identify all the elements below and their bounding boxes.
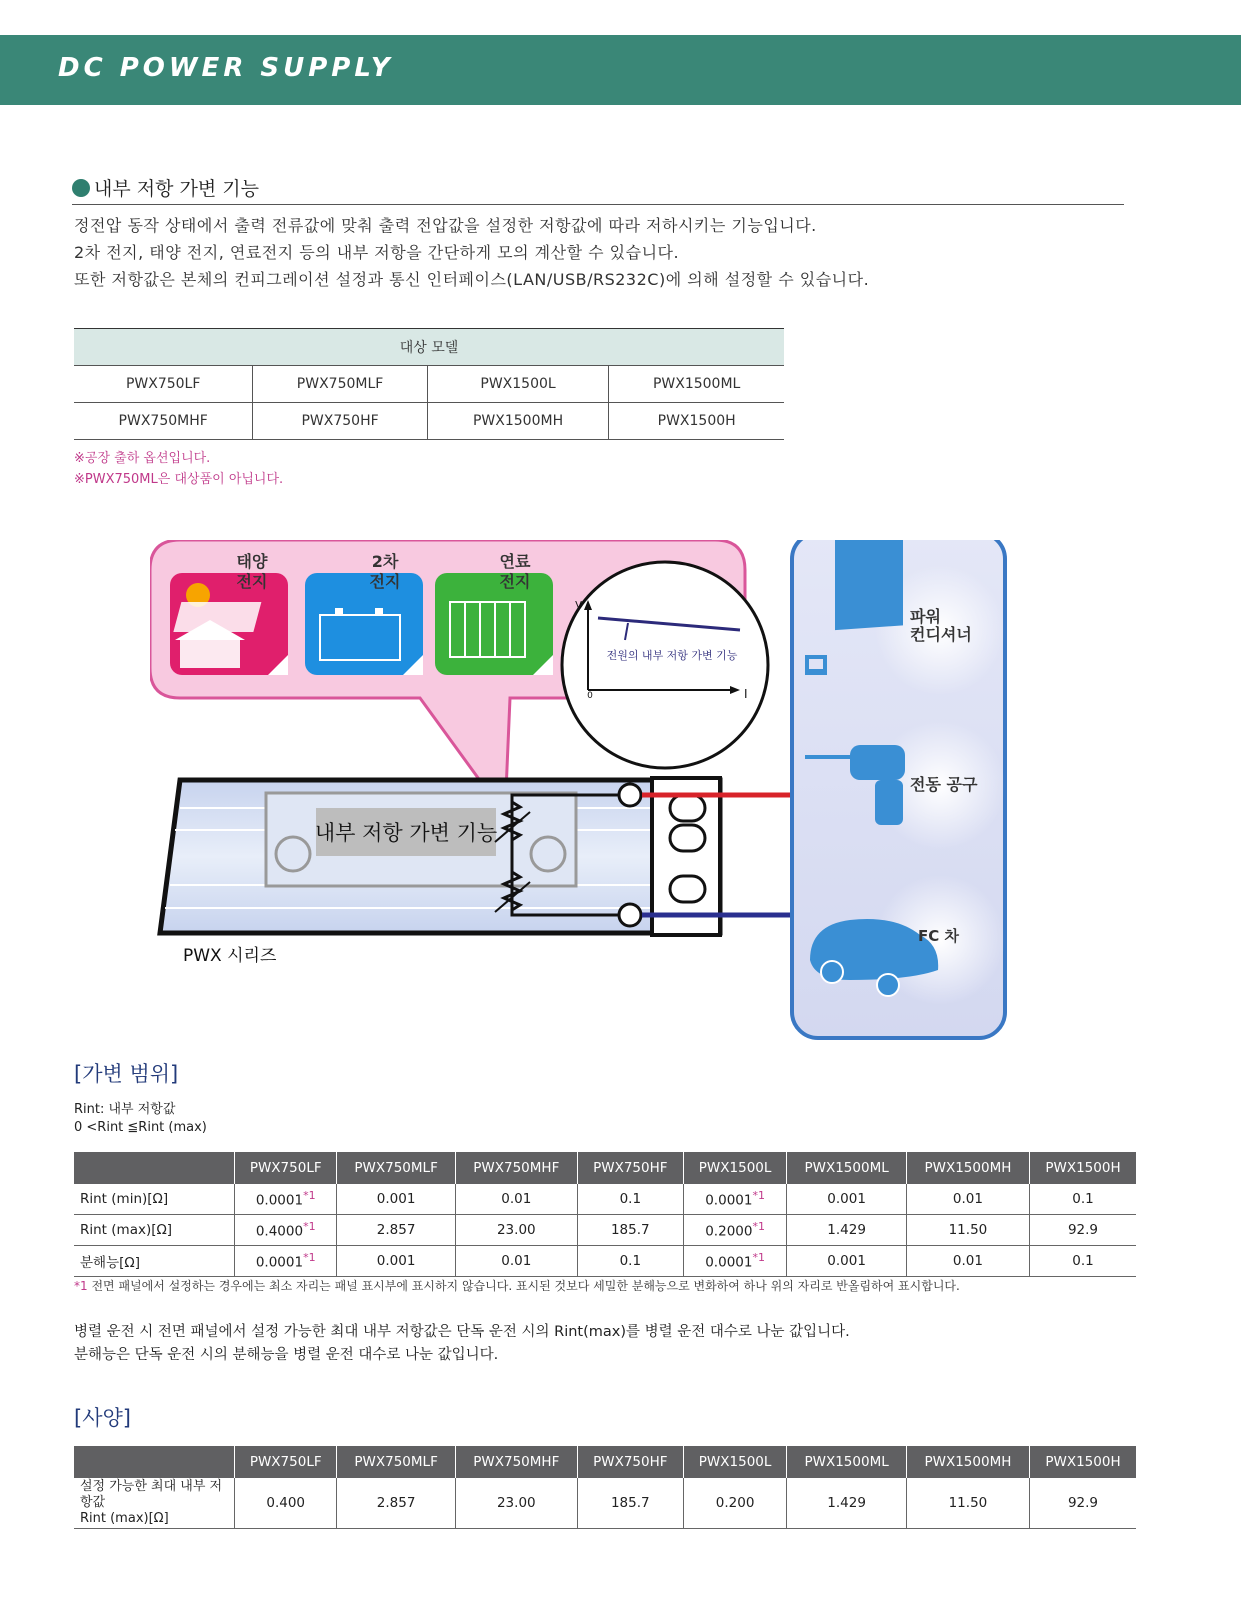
spec-table: [74, 1446, 1136, 1529]
rint-definition: [74, 1101, 207, 1137]
column-header: PWX1500L: [683, 1152, 787, 1184]
corner-cell: [74, 1446, 235, 1478]
value-cell: 0.001: [337, 1246, 455, 1277]
value-cell: 0.0001$^{*1}$: [235, 1246, 337, 1277]
value-cell: 11.50: [906, 1215, 1029, 1246]
table-row: [74, 1478, 1136, 1529]
series-label: PWX 시리즈: [183, 946, 277, 966]
row-label: Rint (max)[Ω]: [74, 1215, 235, 1246]
table-row: [74, 366, 784, 403]
table-row: [74, 1184, 1136, 1215]
column-header: PWX1500H: [1029, 1446, 1136, 1478]
graph-caption: 전원의 내부 저항 가변 기능: [606, 649, 738, 662]
value-cell: 2.857: [337, 1215, 455, 1246]
value-cell: 23.00: [455, 1478, 577, 1529]
rint-def-line: 0 <Rint ≦Rint (max): [74, 1120, 207, 1135]
footnote-text: 전면 패널에서 설정하는 경우에는 최소 자리는 패널 표시부에 표시하지 않습니다. 표시된 것보다 세밀한 분해능으로 변화하여 하나 위의 자리로 반올림하여 표시합니다.: [87, 1279, 960, 1293]
value-cell: 0.0001$^{*1}$: [235, 1184, 337, 1215]
column-header: PWX1500H: [1029, 1152, 1136, 1184]
notes: [74, 448, 283, 490]
target-model-table: [74, 328, 784, 440]
intro-line: 또한 저항값은 본체의 컨피그레이션 설정과 통신 인터페이스(LAN/USB/RS232C)에 의해 설정할 수 있습니다.: [74, 270, 870, 289]
value-cell: 0.0001$^{*1}$: [683, 1184, 787, 1215]
value-cell: 1.429: [787, 1215, 907, 1246]
battery-label: 2차: [371, 552, 399, 571]
footnote: [74, 1277, 960, 1294]
column-header: PWX750MLF: [337, 1446, 455, 1478]
battery-label: 태양: [236, 552, 268, 571]
column-header: PWX750MHF: [455, 1446, 577, 1478]
column-header: PWX1500MH: [906, 1446, 1029, 1478]
device-label: 전동 공구: [910, 775, 978, 794]
model-cell: PWX1500MH: [427, 403, 608, 440]
para-line: 분해능은 단독 운전 시의 분해능을 병렬 운전 대수로 나눈 값입니다.: [74, 1347, 499, 1363]
footnote-mark: *1: [74, 1279, 88, 1293]
bullet-icon: [72, 179, 90, 197]
value-cell: 0.4000$^{*1}$: [235, 1215, 337, 1246]
footnote-mark: *1: [303, 1189, 316, 1203]
footnote-mark: *1: [752, 1251, 765, 1265]
intro-text: [74, 212, 869, 293]
device-label: FC 차: [918, 927, 959, 945]
rint-def-line: Rint: 내부 저항값: [74, 1102, 176, 1117]
battery-label: 전지: [236, 572, 268, 591]
model-cell: PWX1500H: [609, 403, 784, 440]
function-diagram: [150, 540, 1050, 1070]
column-header: PWX750LF: [235, 1152, 337, 1184]
column-header: PWX1500L: [683, 1446, 787, 1478]
value-cell: 0.2000$^{*1}$: [683, 1215, 787, 1246]
value-cell: 0.01: [906, 1246, 1029, 1277]
section-heading: [72, 172, 1124, 205]
battery-label: 연료: [499, 552, 531, 571]
value-cell: 0.01: [455, 1246, 577, 1277]
value-cell: 0.0001$^{*1}$: [683, 1246, 787, 1277]
note: ※공장 출하 옵션입니다.: [74, 451, 211, 466]
column-header: PWX750HF: [577, 1446, 683, 1478]
graph-origin: 0: [587, 691, 593, 701]
value-cell: 0.200: [683, 1478, 787, 1529]
column-header: PWX750MLF: [337, 1152, 455, 1184]
function-label: 내부 저항 가변 기능: [314, 821, 498, 845]
table-row: [74, 403, 784, 440]
column-header: PWX1500ML: [787, 1446, 907, 1478]
note: ※PWX750ML은 대상품이 아닙니다.: [74, 472, 284, 487]
column-header: PWX750HF: [577, 1152, 683, 1184]
footnote-mark: *1: [752, 1220, 765, 1234]
intro-line: 정전압 동작 상태에서 출력 전류값에 맞춰 출력 전압값을 설정한 저항값에 따라 저하시키는 기능입니다.: [74, 216, 817, 235]
value-cell: 185.7: [577, 1478, 683, 1529]
header-title: DC POWER SUPPLY: [58, 53, 394, 83]
footnote-mark: *1: [303, 1251, 316, 1265]
value-cell: 0.001: [787, 1246, 907, 1277]
model-cell: PWX1500L: [427, 366, 608, 403]
para-line: 병렬 운전 시 전면 패널에서 설정 가능한 최대 내부 저항값은 단독 운전 시의 Rint(max)를 병렬 운전 대수로 나눈 값입니다.: [74, 1324, 850, 1340]
value-cell: 0.001: [787, 1184, 907, 1215]
value-cell: 23.00: [455, 1215, 577, 1246]
value-cell: 0.400: [235, 1478, 337, 1529]
load-device-panel: [792, 540, 1005, 1038]
range-table: [74, 1152, 1136, 1277]
device-label: 컨디셔너: [910, 625, 972, 644]
table-header: 대상 모델: [74, 329, 784, 366]
row-label: 설정 가능한 최대 내부 저항값 Rint (max)[Ω]: [74, 1478, 235, 1529]
device-label: 파워: [910, 607, 941, 626]
intro-line: 2차 전지, 태양 전지, 연료전지 등의 내부 저항을 간단하게 모의 계산할 수 있습니다.: [74, 243, 680, 262]
pwx-device: [160, 778, 720, 966]
column-header: PWX750LF: [235, 1446, 337, 1478]
table-row: [74, 1246, 1136, 1277]
column-header: PWX1500MH: [906, 1152, 1029, 1184]
graph-y-label: V: [575, 600, 582, 611]
value-cell: 11.50: [906, 1478, 1029, 1529]
vi-graph: [562, 562, 768, 768]
column-header: PWX1500ML: [787, 1152, 907, 1184]
model-cell: PWX750HF: [253, 403, 427, 440]
value-cell: 2.857: [337, 1478, 455, 1529]
corner-cell: [74, 1152, 235, 1184]
model-cell: PWX750LF: [74, 366, 253, 403]
section-title: 내부 저항 가변 기능: [94, 178, 259, 200]
value-cell: 1.429: [787, 1478, 907, 1529]
value-cell: 92.9: [1029, 1215, 1136, 1246]
value-cell: 0.1: [577, 1246, 683, 1277]
row-label: 분해능[Ω]: [74, 1246, 235, 1277]
parallel-note: [74, 1321, 850, 1367]
model-cell: PWX750MLF: [253, 366, 427, 403]
battery-label: 전지: [369, 572, 401, 591]
graph-x-label: I: [744, 687, 748, 701]
value-cell: 0.01: [455, 1184, 577, 1215]
model-cell: PWX750MHF: [74, 403, 253, 440]
value-cell: 0.1: [1029, 1246, 1136, 1277]
model-cell: PWX1500ML: [609, 366, 784, 403]
column-header: PWX750MHF: [455, 1152, 577, 1184]
table-row: [74, 1215, 1136, 1246]
value-cell: 185.7: [577, 1215, 683, 1246]
spec-title: [사양]: [74, 1406, 131, 1430]
battery-label: 전지: [499, 572, 531, 591]
value-cell: 0.1: [1029, 1184, 1136, 1215]
footnote-mark: *1: [752, 1189, 765, 1203]
range-title: [가변 범위]: [74, 1062, 179, 1086]
header-banner: [0, 35, 1241, 105]
row-label: Rint (min)[Ω]: [74, 1184, 235, 1215]
value-cell: 0.1: [577, 1184, 683, 1215]
footnote-mark: *1: [303, 1220, 316, 1234]
value-cell: 92.9: [1029, 1478, 1136, 1529]
value-cell: 0.01: [906, 1184, 1029, 1215]
value-cell: 0.001: [337, 1184, 455, 1215]
